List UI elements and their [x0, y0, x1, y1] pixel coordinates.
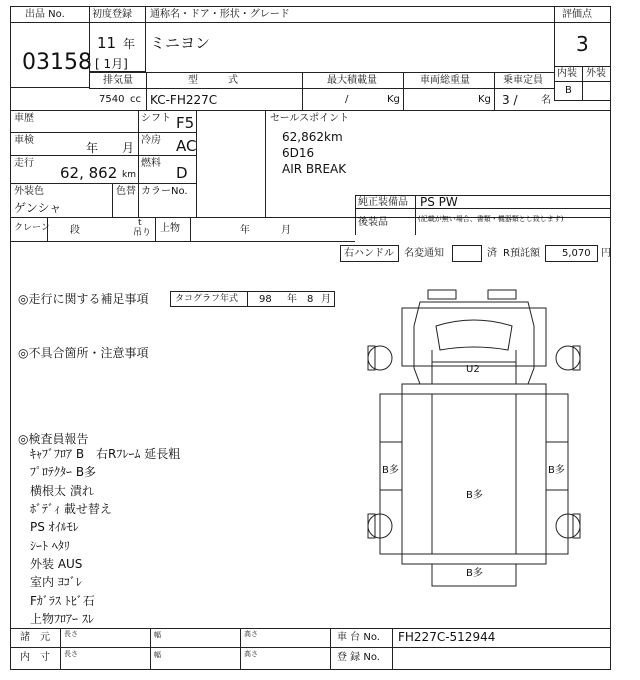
lift-label: 吊り	[133, 228, 152, 238]
tachograph-label: タコグラフ年式	[175, 294, 239, 304]
handle-value: 右ハンドル	[344, 248, 394, 259]
kg-unit-2: Kg	[478, 94, 491, 105]
inspection-label: 車検	[14, 135, 34, 146]
tachograph-month-unit: 月	[321, 294, 331, 305]
sales-point-line-1: 62,862km	[282, 130, 343, 144]
registration-label: 登 録 No.	[337, 652, 380, 663]
name-change-label: 名変通知	[404, 248, 444, 259]
gross-weight-label: 車両総重量	[420, 75, 470, 86]
first-reg-year: 11	[97, 34, 117, 52]
load-label: 上物	[160, 223, 180, 234]
inspector-line: 上物ﾌﾛｱｰ ｽﾚ	[30, 612, 94, 626]
fuel-label: 燃料	[141, 158, 161, 169]
length-label-1: 長さ	[64, 630, 78, 638]
first-reg-label: 初度登録	[92, 9, 132, 20]
cab-roof-outline	[402, 308, 546, 366]
inspector-line: Fｶﾞﾗｽ ﾄﾋﾞ石	[30, 594, 95, 608]
mileage-unit: km	[122, 170, 136, 180]
inspector-line: 横根太 潰れ	[30, 484, 94, 498]
inspection-year: 年	[86, 141, 99, 155]
tachograph-year: 98	[259, 294, 272, 305]
height-label-1: 高さ	[244, 630, 258, 638]
mark-cab: U2	[466, 364, 480, 375]
front-left-wheel	[368, 346, 392, 370]
tachograph-year-unit: 年	[287, 294, 297, 305]
left-mirror-shape	[428, 290, 456, 299]
right-mirror-shape	[488, 290, 516, 299]
height-label-2: 高さ	[244, 650, 258, 658]
mileage-value: 62, 862	[60, 164, 118, 182]
displacement-value: 7540	[99, 94, 125, 105]
capacity-value: 3 /	[502, 93, 518, 107]
width-label-1: 幅	[154, 631, 161, 639]
color-label: 外装色	[14, 186, 44, 197]
shift-value: F5	[176, 114, 195, 132]
equipment-label: 純正装備品	[358, 197, 408, 208]
lot-number: 03158	[22, 50, 92, 75]
inspector-line: ﾌﾟﾛﾃｸﾀｰ B多	[30, 465, 97, 479]
inspector-label: ◎検査員報告	[18, 432, 89, 446]
fuel-value: D	[176, 164, 188, 182]
mark-tail-gate: B多	[466, 568, 483, 579]
mark-left-side: B多	[382, 465, 399, 476]
car-name: ミニヨン	[150, 34, 211, 52]
model-value: KC-FH227C	[150, 93, 218, 107]
car-name-label: 通称名・ドア・形状・グレード	[150, 9, 290, 20]
max-load-value: /	[345, 94, 349, 105]
recycle-fee-label: R預託額	[503, 248, 540, 259]
inspector-line: ｷｬﾌﾞﾌﾛｱ B 右Rﾌﾚｰﾑ 延長粗	[30, 447, 181, 461]
recycle-done: 済	[487, 248, 497, 259]
load-year: 年	[240, 225, 250, 236]
retrofit-label: 後装品	[358, 217, 388, 228]
equipment-value: PS PW	[420, 195, 458, 209]
inspector-line: ﾎﾞﾃﾞｨ 載せ替え	[30, 502, 112, 516]
mark-right-side: B多	[548, 465, 565, 476]
exterior-label: 外装	[586, 68, 606, 79]
kg-unit-1: Kg	[387, 94, 400, 105]
windshield-shape	[436, 320, 512, 350]
first-reg-year-unit: 年	[123, 37, 136, 51]
inspector-line: PS ｵｲﾙﾓﾚ	[30, 520, 79, 534]
chassis-label: 車 台 No.	[337, 632, 380, 643]
color-change-label: 色替	[116, 186, 136, 197]
aircon-label: 冷房	[141, 135, 161, 146]
interior-label: 内装	[557, 68, 577, 79]
first-reg-month: [ 1月]	[95, 57, 128, 71]
sales-points-label: セールスポイント	[270, 113, 350, 124]
retrofit-note: (記載が無い場合、書類・機器類とし致します)	[418, 215, 564, 223]
displacement-label: 排気量	[103, 75, 133, 86]
width-label-2: 幅	[154, 651, 161, 659]
chassis-number: FH227C-512944	[398, 630, 496, 644]
length-label-2: 長さ	[64, 650, 78, 658]
inspection-month: 月	[122, 141, 135, 155]
model-label: 型 式	[188, 75, 238, 86]
capacity-label: 乗車定員	[503, 75, 543, 86]
defects-label: ◎不具合箇所・注意事項	[18, 346, 149, 360]
inner-dimensions-label: 内 寸	[20, 652, 50, 663]
inspector-line: 室内 ﾖｺﾞﾚ	[30, 575, 82, 589]
max-load-label: 最大積載量	[327, 75, 377, 86]
lot-label: 出品 No.	[25, 9, 65, 20]
tachograph-month: 8	[307, 294, 314, 305]
lift-t-label: t	[138, 218, 142, 228]
truck-damage-diagram	[340, 266, 610, 626]
color-no-label: カラーNo.	[141, 186, 188, 197]
spec-dimensions-label: 諸 元	[20, 632, 50, 643]
driving-notes-label: ◎走行に関する補足事項	[18, 292, 149, 306]
mileage-label: 走行	[14, 158, 34, 169]
aircon-value: AC	[176, 137, 197, 155]
inspector-line: 外装 AUS	[30, 557, 83, 571]
inspector-line: ｼｰﾄ ﾍﾀﾘ	[30, 539, 70, 553]
capacity-unit: 名	[541, 95, 551, 106]
sales-point-line-2: 6D16	[282, 146, 315, 160]
color-value: ゲンシャ	[14, 201, 62, 215]
sales-point-line-3: AIR BREAK	[282, 162, 347, 176]
recycle-fee-value: 5,070	[562, 248, 591, 259]
interior-grade: B	[565, 85, 572, 96]
load-month: 月	[281, 225, 291, 236]
front-right-wheel	[556, 346, 580, 370]
displacement-unit: cc	[130, 94, 141, 105]
cargo-floor-outline	[432, 394, 516, 554]
name-change-box	[452, 245, 482, 262]
grade-value: 3	[576, 32, 589, 56]
history-label: 車歴	[14, 113, 34, 124]
grade-label: 評価点	[562, 9, 592, 20]
crane-label: クレーン	[14, 223, 50, 233]
cargo-body-outline	[402, 384, 546, 564]
mark-cargo-floor: B多	[466, 490, 483, 501]
yen-unit: 円	[601, 248, 611, 259]
stage-label: 段	[70, 225, 80, 236]
shift-label: シフト	[141, 113, 171, 124]
